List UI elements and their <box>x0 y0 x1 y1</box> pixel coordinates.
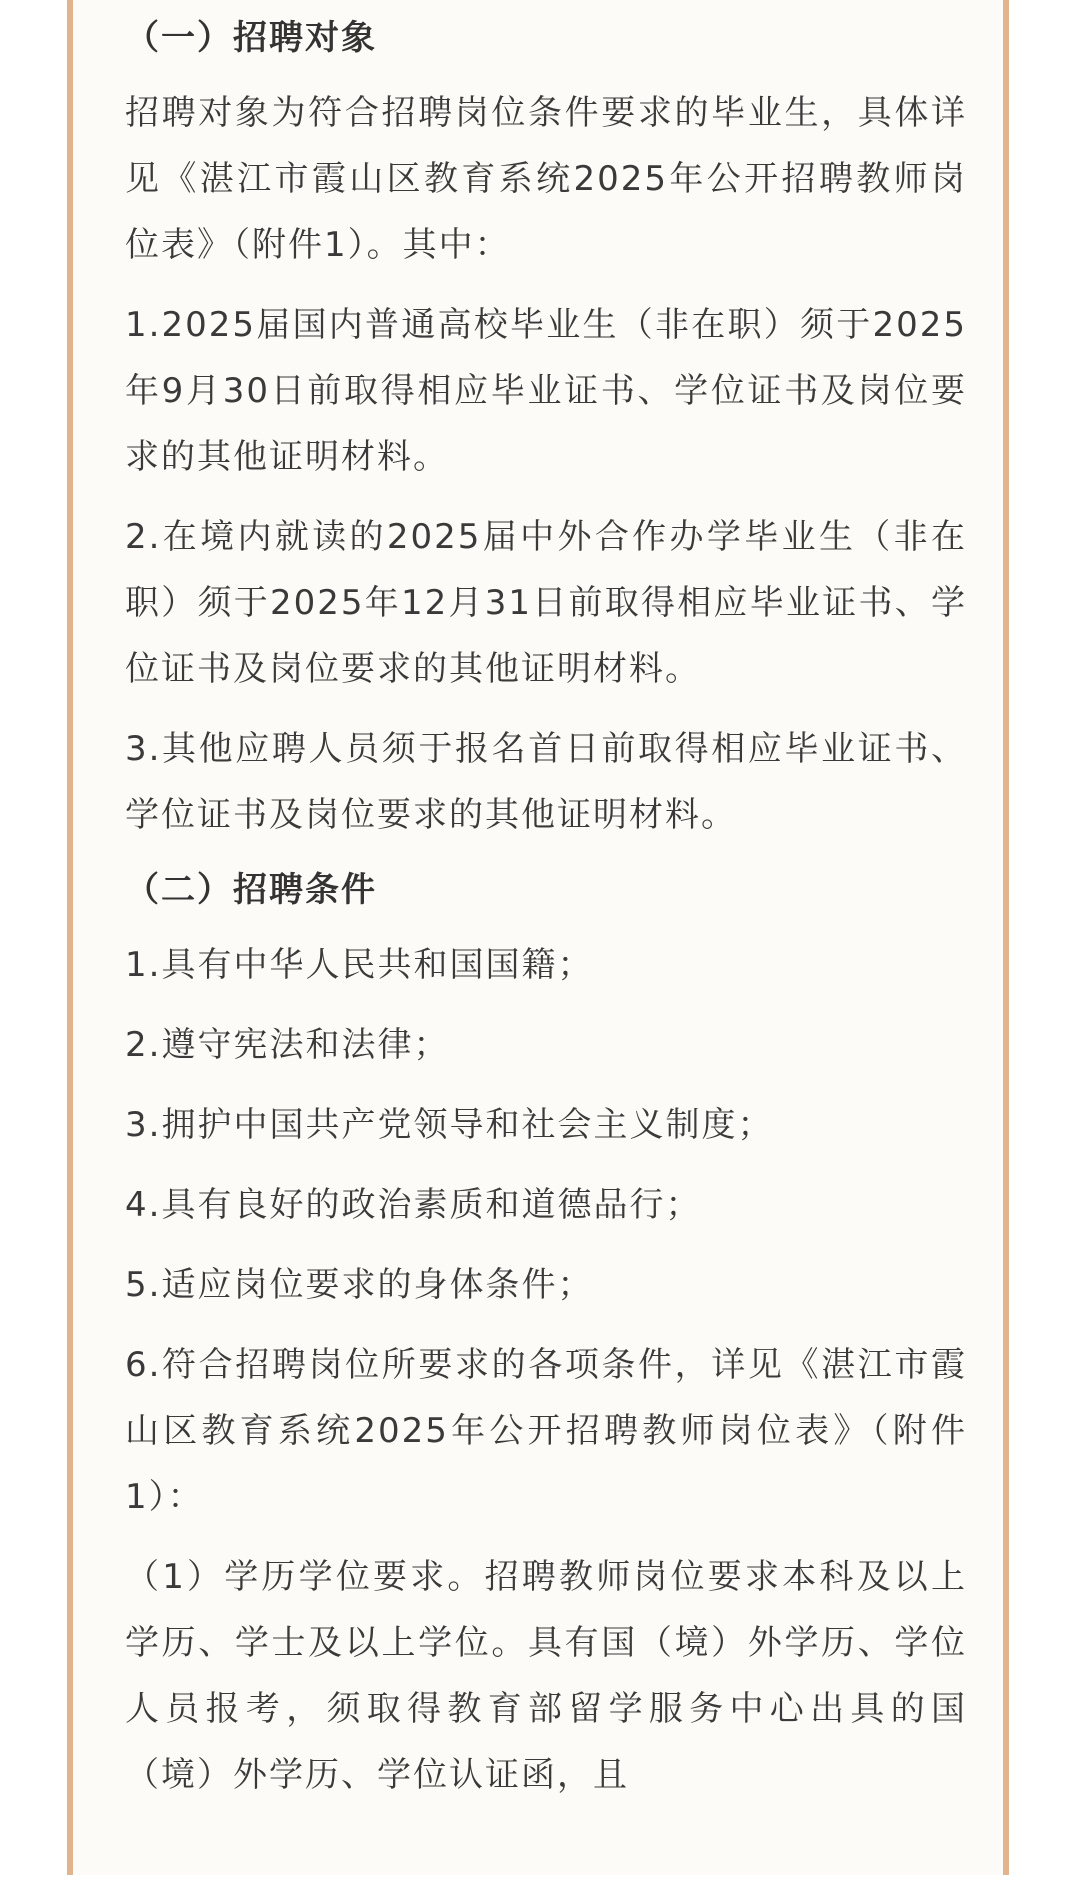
paragraph-condition-4: 4.具有良好的政治素质和道德品行； <box>125 1185 702 1225</box>
paragraph-condition-5: 5.适应岗位要求的身体条件； <box>125 1265 594 1305</box>
paragraph-target-item-1: 1.2025届国内普通高校毕业生（非在职）须于2025年9月30日前取得相应毕业证书、学位证书及岗位要求的其他证明材料。 <box>125 305 967 477</box>
article-content <box>125 10 967 1822</box>
bottom-edge <box>0 1875 1080 1889</box>
paragraph-condition-2: 2.遵守宪法和法律； <box>125 1025 450 1065</box>
section-heading-recruitment-conditions: （二）招聘条件 <box>125 870 377 910</box>
article-card <box>67 0 1009 1889</box>
paragraph-target-item-2: 2.在境内就读的2025届中外合作办学毕业生（非在职）须于2025年12月31日前取得相应毕业证书、学位证书及岗位要求的其他证明材料。 <box>125 517 967 689</box>
paragraph-condition-1: 1.具有中华人民共和国国籍； <box>125 945 594 985</box>
paragraph-condition-6-sub-1: （1）学历学位要求。招聘教师岗位要求本科及以上学历、学士及以上学位。具有国（境）外学历、学位人员报考，须取得教育部留学服务中心出具的国（境）外学历、学位认证函，且 <box>125 1557 967 1795</box>
paragraph-target-intro: 招聘对象为符合招聘岗位条件要求的毕业生，具体详见《湛江市霞山区教育系统2025年公开招聘教师岗位表》（附件1）。其中： <box>125 93 967 265</box>
paragraph-target-item-3: 3.其他应聘人员须于报名首日前取得相应毕业证书、学位证书及岗位要求的其他证明材料。 <box>125 729 967 835</box>
paragraph-condition-3: 3.拥护中国共产党领导和社会主义制度； <box>125 1105 774 1145</box>
paragraph-condition-6: 6.符合招聘岗位所要求的各项条件，详见《湛江市霞山区教育系统2025年公开招聘教师岗位表》（附件1）： <box>125 1345 967 1517</box>
section-heading-recruitment-target: （一）招聘对象 <box>125 18 377 58</box>
